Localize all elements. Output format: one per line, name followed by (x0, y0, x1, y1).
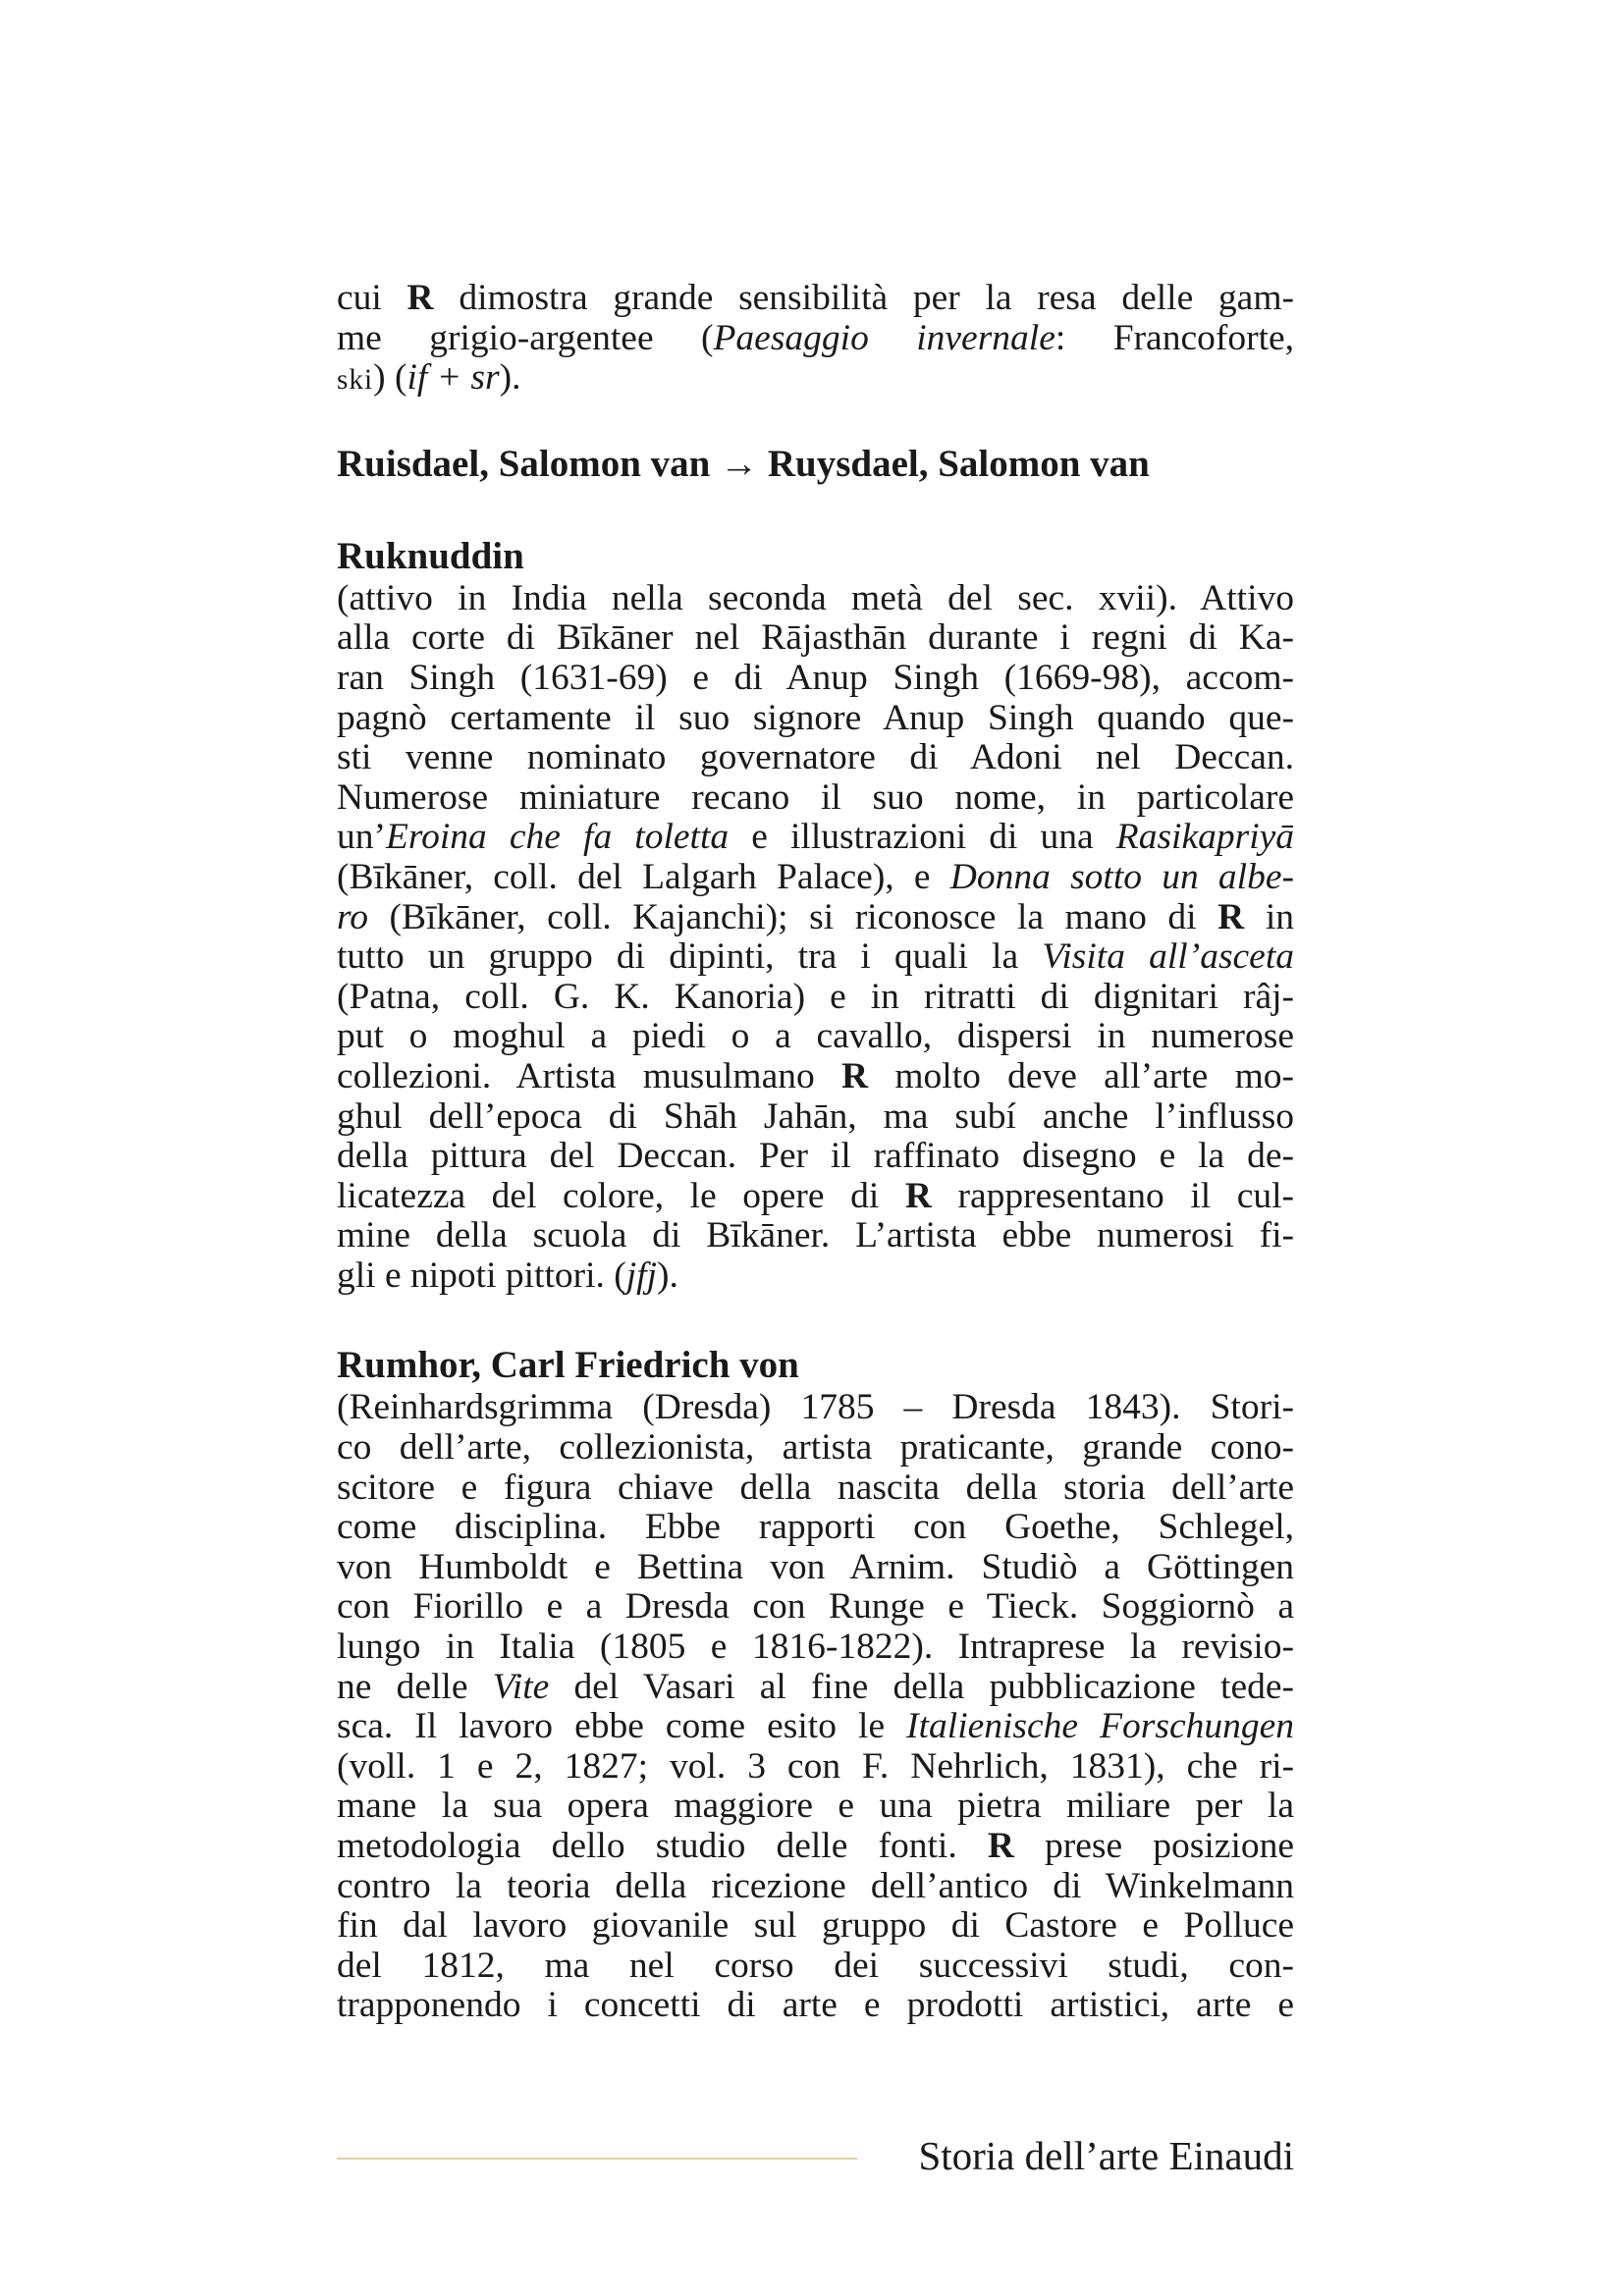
text-line (337, 1668, 1294, 1708)
artist-initial: R (406, 278, 434, 318)
text-line (337, 1256, 1294, 1297)
text-span: ne delle (337, 1666, 493, 1707)
text-line (337, 898, 1294, 938)
text-line: co dell’arte, collezionista, artista praticante, grande cono- (337, 1427, 1294, 1468)
text-line: ghul dell’epoca di Shāh Jahān, ma subí anche l’influsso (337, 1095, 1294, 1137)
entry-ruknuddin (337, 534, 1294, 1297)
text-line: (Reinhardsgrimma (Dresda) 1785 – Dresda 1843). Stori- (337, 1387, 1294, 1428)
artwork-title: Visita all’asceta (1042, 936, 1294, 978)
entry-rumhor (337, 1343, 1294, 2026)
text-line: pagnò certamente il suo signore Anup Singh quando que- (337, 697, 1294, 738)
text-span: ). (499, 357, 521, 399)
text-span: collezioni. Artista musulmano (337, 1055, 841, 1096)
spacer (337, 399, 1294, 442)
text-line (337, 818, 1294, 858)
text-span: me grigio-argentee ( (337, 317, 714, 358)
text-line: fin dal lavoro giovanile sul gruppo di Castore e Polluce (337, 1905, 1294, 1947)
text-line (337, 1057, 1294, 1097)
small-caps-abbrev: ski (337, 364, 374, 397)
text-span: : Francoforte, (1055, 317, 1295, 358)
artist-initial: R (904, 1175, 932, 1216)
text-span: metodologia dello studio delle fonti. (337, 1826, 988, 1866)
artwork-title: Donna sotto un albe- (949, 856, 1294, 897)
text-line: della pittura del Deccan. Per il raffinato disegno e la de- (337, 1136, 1294, 1177)
artwork-title: Italienische Forschungen (906, 1706, 1294, 1747)
text-span: ) ( (373, 357, 407, 399)
text-line: mane la sua opera maggiore e una pietra miliare per la (337, 1786, 1294, 1827)
entry-heading-ruknuddin: Ruknuddin (337, 534, 524, 577)
text-line: ran Singh (1631-69) e di Anup Singh (1669-98), accom- (337, 657, 1294, 698)
text-span: del Vasari al fine della pubblicazione tede- (549, 1666, 1294, 1707)
text-span: licatezza del colore, le opere di (337, 1175, 905, 1216)
text-line: mine della scuola di Bīkāner. L’artista ebbe numerosi fi- (337, 1215, 1294, 1256)
text-line: scitore e figura chiave della nascita della storia dell’arte (337, 1467, 1294, 1508)
text-line (337, 858, 1294, 898)
artist-initial: R (987, 1826, 1014, 1866)
text-line (337, 1177, 1294, 1217)
text-line: alla corte di Bīkāner nel Rājasthān durante i regni di Ka- (337, 617, 1294, 659)
entry-heading-rumhor: Rumhor, Carl Friedrich von (337, 1344, 799, 1387)
artwork-title: Eroina che fa toletta (386, 817, 730, 858)
text-span: molto deve all’arte mo- (868, 1055, 1294, 1096)
text-line (337, 319, 1294, 359)
spacer (337, 487, 1294, 534)
text-span: gli e nipoti pittori. ( (337, 1255, 626, 1296)
text-line: (attivo in India nella seconda metà del sec. xvii). Attivo (337, 577, 1294, 618)
text-line (337, 358, 1294, 399)
text-line: trapponendo i concetti di arte e prodotti artistici, arte e (337, 1985, 1294, 2026)
text-line (337, 279, 1294, 319)
text-span: in (1244, 896, 1294, 937)
text-line (337, 937, 1294, 978)
text-line (337, 1827, 1294, 1867)
text-line: del 1812, ma nel corso dei successivi studi, con- (337, 1945, 1294, 1986)
text-span: (Bīkāner, coll. del Lalgarh Palace), e (337, 856, 950, 897)
artwork-title: Vite (492, 1666, 550, 1707)
text-line: contro la teoria della ricezione dell’antico di Winkelmann (337, 1865, 1294, 1906)
artwork-title: Rasikapriyā (1115, 817, 1295, 858)
artwork-title: ro (337, 896, 368, 937)
text-line: Numerose miniature recano il suo nome, in particolare (337, 776, 1294, 818)
spacer (337, 1296, 1294, 1343)
entry-heading-ruisdael: Ruisdael, Salomon van → Ruysdael, Salomon van (337, 442, 1150, 485)
text-line: (Patna, coll. G. K. Kanoria) e in ritratti di dignitari râj- (337, 976, 1294, 1017)
text-span: tutto un gruppo di dipinti, tra i quali la (337, 936, 1043, 978)
text-span: prese posizione (1013, 1826, 1295, 1866)
text-line: put o moghul a piedi o a cavallo, dispersi in numerose (337, 1016, 1294, 1057)
text-line: sti venne nominato governatore di Adoni nel Deccan. (337, 737, 1294, 778)
intro-paragraph (337, 279, 1294, 399)
text-span: dimostra grande sensibilità per la resa delle gam- (433, 278, 1294, 318)
artwork-title: Paesaggio invernale (713, 317, 1055, 358)
text-line: con Fiorillo e a Dresda con Runge e Tieck. Soggiornò a (337, 1586, 1294, 1628)
text-line: lungo in Italia (1805 e 1816-1822). Intraprese la revisio- (337, 1627, 1294, 1668)
text-span: (Bīkāner, coll. Kajanchi); si riconosce la mano di (367, 896, 1218, 937)
text-line: (voll. 1 e 2, 1827; vol. 3 con F. Nehrlich, 1831), che ri- (337, 1745, 1294, 1787)
footer-rule (337, 2158, 857, 2160)
text-span: ). (657, 1255, 678, 1296)
text-span: cui (337, 278, 407, 318)
author-initials: jfj (625, 1255, 658, 1296)
page-body (337, 279, 1294, 2026)
footer-title: Storia dell’arte Einaudi (918, 2133, 1294, 2178)
text-line: von Humboldt e Bettina von Arnim. Studiò a Göttingen (337, 1546, 1294, 1587)
text-span: un’ (337, 817, 386, 858)
text-span: rappresentano il cul- (931, 1175, 1295, 1216)
author-initials: if + sr (406, 357, 500, 399)
text-line: come disciplina. Ebbe rapporti con Goethe, Schlegel, (337, 1507, 1294, 1548)
artist-initial: R (1217, 896, 1245, 937)
text-span: e illustrazioni di una (729, 817, 1116, 858)
text-span: sca. Il lavoro ebbe come esito le (337, 1706, 907, 1747)
text-line (337, 1707, 1294, 1747)
artist-initial: R (841, 1055, 869, 1096)
